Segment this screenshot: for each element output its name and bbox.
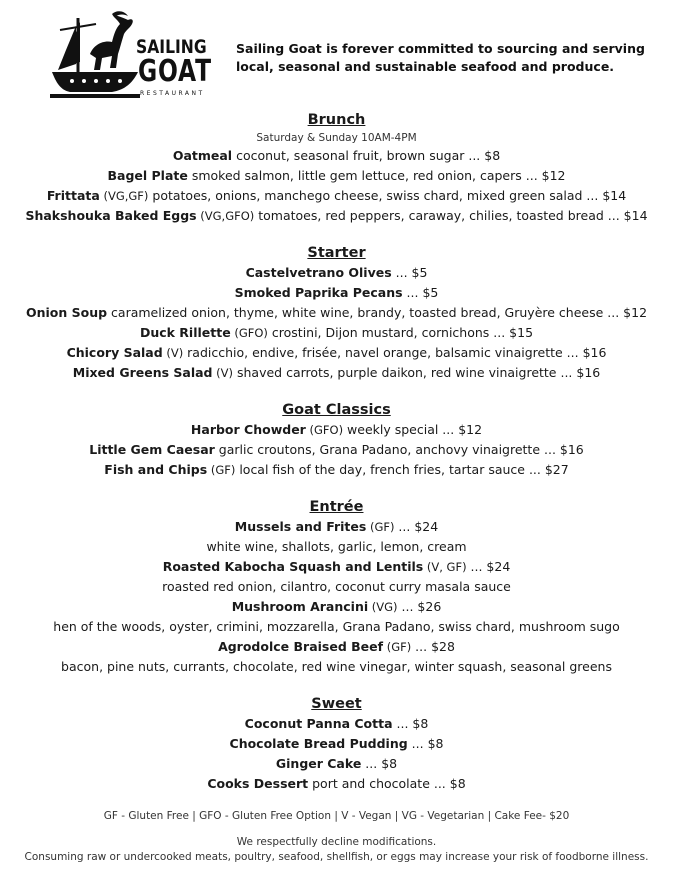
menu-item (0, 263, 673, 283)
dietary-legend: GF - Gluten Free | GFO - Gluten Free Option | V - Vegan | VG - Vegetarian | Cake Fee- $20 (103, 810, 570, 822)
menu-item (0, 303, 673, 323)
brunch-hours: Saturday & Sunday 10AM-4PM (256, 132, 417, 144)
menu-item (0, 420, 673, 440)
section-title-starter: Starter (307, 245, 366, 261)
item-tag: (V, GF) (423, 560, 467, 574)
item-tag: (GFO) (230, 326, 268, 340)
item-desc: radicchio, endive, frisée, navel orange, balsamic vinaigrette ... $16 (183, 345, 607, 360)
sailing-goat-logo (50, 10, 220, 100)
item-desc: garlic croutons, Grana Padano, anchovy vinaigrette ... $16 (214, 442, 584, 457)
section-title-goat-classics: Goat Classics (282, 402, 391, 418)
item-name: Bagel Plate (107, 168, 188, 183)
item-ingredients: roasted red onion, cilantro, coconut curry masala sauce (162, 579, 511, 594)
menu-item (0, 323, 673, 343)
section-sweet (0, 694, 673, 794)
item-name: Onion Soup (25, 305, 108, 320)
menu-item (0, 363, 673, 383)
item-desc: crostini, Dijon mustard, cornichons ... $15 (267, 325, 534, 340)
item-desc: tomatoes, red peppers, caraway, chilies, toasted bread ... $14 (254, 208, 648, 223)
item-desc: potatoes, onions, manchego cheese, swiss chard, mixed green salad ... $14 (148, 188, 627, 203)
item-name: Castelvetrano Olives (245, 265, 392, 280)
menu-item (0, 774, 673, 794)
item-ingredients: bacon, pine nuts, currants, chocolate, red wine vinegar, winter squash, seasonal greens (61, 659, 612, 674)
menu-item (0, 460, 673, 480)
item-desc: weekly special ... $12 (343, 422, 483, 437)
menu-item (0, 146, 673, 166)
item-desc: ... $8 (392, 716, 429, 731)
item-name: Smoked Paprika Pecans (234, 285, 403, 300)
section-title-brunch: Brunch (307, 112, 366, 128)
menu-item (0, 186, 673, 206)
menu-header (0, 0, 673, 105)
item-desc: smoked salmon, little gem lettuce, red onion, capers ... $12 (187, 168, 566, 183)
item-name: Shakshouka Baked Eggs (25, 208, 197, 223)
item-desc: ... $28 (411, 639, 455, 654)
section-title-sweet: Sweet (311, 696, 362, 712)
item-name: Mixed Greens Salad (72, 365, 213, 380)
menu-item (0, 343, 673, 363)
menu-item (0, 517, 673, 537)
item-name: Chocolate Bread Pudding (229, 736, 408, 751)
item-tag: (GF) (366, 520, 395, 534)
menu-item (0, 754, 673, 774)
item-ingredients: hen of the woods, oyster, crimini, mozzarella, Grana Padano, swiss chard, mushroom sugo (53, 619, 620, 634)
tagline: Sailing Goat is forever committed to sourcing and serving local, seasonal and sustainable seafood and produce. (236, 41, 645, 74)
item-desc: ... $8 (361, 756, 398, 771)
item-desc: ... $5 (391, 265, 428, 280)
item-name: Harbor Chowder (190, 422, 306, 437)
item-name: Fish and Chips (104, 462, 208, 477)
item-desc: ... $24 (394, 519, 439, 534)
menu-item (0, 283, 673, 303)
item-name: Chicory Salad (66, 345, 163, 360)
section-entree (0, 497, 673, 677)
item-name: Coconut Panna Cotta (244, 716, 393, 731)
item-desc: port and chocolate ... $8 (308, 776, 466, 791)
item-name: Little Gem Caesar (89, 442, 215, 457)
item-name: Mussels and Frites (234, 519, 367, 534)
item-tag: (GF) (207, 463, 236, 477)
goat-ship-icon (50, 10, 140, 100)
section-title-entree: Entrée (309, 499, 364, 515)
item-tag: (VG,GF) (99, 189, 149, 203)
logo-word-goat: GOAT (138, 54, 212, 89)
item-name: Frittata (46, 188, 100, 203)
modifications-note: We respectfully decline modifications. (236, 836, 437, 848)
item-desc: ... $26 (397, 599, 442, 614)
item-name: Roasted Kabocha Squash and Lentils (162, 559, 424, 574)
menu-item (0, 557, 673, 577)
menu-item (0, 440, 673, 460)
menu-item (0, 714, 673, 734)
item-tag: (GF) (383, 640, 412, 654)
item-name: Mushroom Arancini (231, 599, 369, 614)
logo-word-sailing: SAILING (136, 36, 207, 58)
item-tag: (V) (162, 346, 184, 360)
item-desc: coconut, seasonal fruit, brown sugar ... $8 (232, 148, 501, 163)
item-tag: (VG) (368, 600, 398, 614)
section-brunch (0, 110, 673, 226)
item-desc: shaved carrots, purple daikon, red wine vinaigrette ... $16 (233, 365, 601, 380)
logo-word-restaurant: RESTAURANT (140, 90, 205, 97)
menu-item (0, 637, 673, 657)
section-starter (0, 243, 673, 383)
item-desc: ... $24 (466, 559, 511, 574)
item-tag: (GFO) (305, 423, 344, 437)
item-desc: local fish of the day, french fries, tartar sauce ... $27 (235, 462, 569, 477)
foodborne-illness-note: Consuming raw or undercooked meats, poultry, seafood, shellfish, or eggs may increase your risk of foodborne illness. (24, 851, 649, 863)
menu-item (0, 206, 673, 226)
item-name: Oatmeal (172, 148, 233, 163)
item-name: Cooks Dessert (207, 776, 309, 791)
item-ingredients: white wine, shallots, garlic, lemon, cream (206, 539, 467, 554)
item-name: Ginger Cake (275, 756, 362, 771)
item-desc: caramelized onion, thyme, white wine, brandy, toasted bread, Gruyère cheese ... $12 (107, 305, 648, 320)
item-tag: (VG,GFO) (196, 209, 255, 223)
item-name: Duck Rillette (139, 325, 231, 340)
menu-item (0, 166, 673, 186)
menu-item (0, 597, 673, 617)
item-tag: (V) (212, 366, 234, 380)
section-goat-classics (0, 400, 673, 480)
item-desc: ... $5 (402, 285, 439, 300)
item-name: Agrodolce Braised Beef (218, 639, 384, 654)
menu-item (0, 734, 673, 754)
menu-body (0, 110, 673, 794)
item-desc: ... $8 (407, 736, 444, 751)
